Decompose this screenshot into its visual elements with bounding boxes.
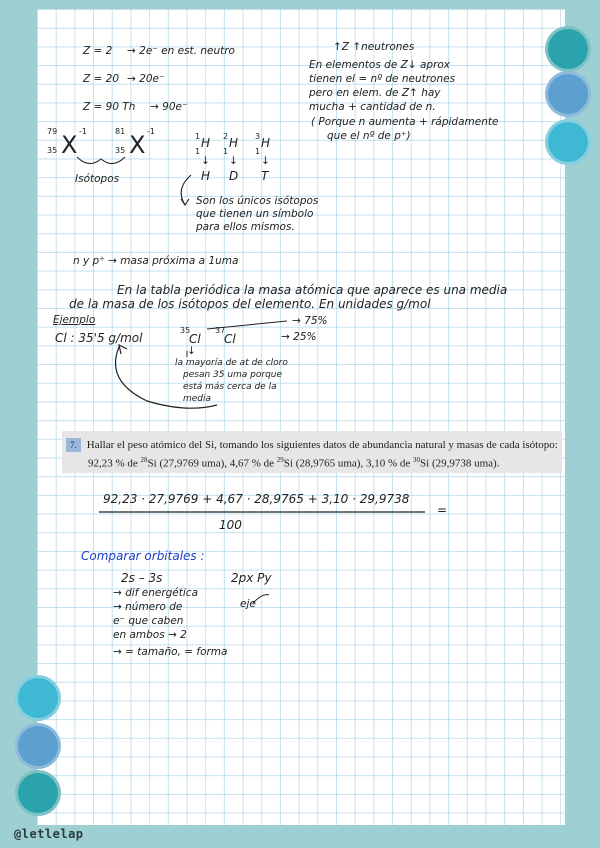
problem-line-1: Hallar el peso atómico del Si, tomando los siguientes datos de abundancia natural y masas de cada isótopo: bbox=[86, 439, 558, 451]
problem-rest3: Si (29,9738 uma). bbox=[420, 457, 500, 470]
isotope-bracket-left bbox=[77, 157, 101, 164]
isotope-1-z: 35 bbox=[47, 146, 58, 155]
orbitals-right-1: 2px Py bbox=[231, 571, 272, 585]
ink-strokes bbox=[37, 9, 565, 825]
cl-curve-arrow bbox=[116, 347, 218, 408]
right-body-2: tienen el = nº de neutrones bbox=[309, 73, 456, 85]
isotope-label: Isótopos bbox=[75, 173, 120, 185]
isotope-2-symbol: X bbox=[129, 131, 146, 159]
tab-teal-top bbox=[548, 29, 588, 69]
formula-denominator: 100 bbox=[219, 518, 242, 532]
table-text-2: de la masa de los isótopos del elemento. En unidades g/mol bbox=[69, 297, 431, 311]
d-letter: D bbox=[229, 169, 239, 183]
orbitals-right-2: eje bbox=[240, 598, 256, 610]
right-body-4: mucha + cantidad de n. bbox=[309, 101, 436, 113]
tab-cyan-bottom bbox=[18, 678, 58, 718]
problem-sup3: 30 bbox=[413, 455, 421, 464]
tab-blue-bottom bbox=[18, 726, 58, 766]
isotope-bracket-right bbox=[101, 157, 125, 164]
z-line-2: Z = 20 bbox=[83, 73, 120, 85]
cl-note-4: media bbox=[183, 394, 212, 404]
problem-sup1: 28 bbox=[140, 455, 148, 464]
h1-symbol: H bbox=[201, 136, 211, 150]
right-body-6: que el nº de p⁺) bbox=[327, 130, 411, 142]
orbitals-left-5: en ambos → 2 bbox=[113, 629, 187, 641]
hydrogen-curve-arrowhead bbox=[181, 199, 189, 205]
notebook-page bbox=[37, 9, 565, 825]
problem-rest1: Si (27,9769 uma), 4,67 % de bbox=[147, 457, 277, 470]
watermark: @letlelap bbox=[14, 827, 84, 841]
cl-note-2: pesan 35 uma porque bbox=[183, 370, 283, 380]
z-line-1-result: → 2e⁻ en est. neutro bbox=[127, 45, 235, 57]
table-text-1: En la tabla periódica la masa atómica que aparece es una media bbox=[117, 283, 508, 297]
h2-arrow: ↓ bbox=[229, 155, 238, 167]
orbitals-title: Comparar orbitales : bbox=[81, 549, 205, 563]
t-letter: T bbox=[261, 169, 269, 183]
orbitals-left-3: → número de bbox=[113, 601, 183, 613]
cl-down-arrow: ↓ bbox=[187, 345, 196, 357]
cl-percent-25: → 25% bbox=[281, 331, 317, 343]
h1-mass: 1 bbox=[195, 132, 201, 141]
right-body-3: pero en elem. de Z↑ hay bbox=[309, 87, 441, 99]
hydrogen-note-2: que tienen un símbolo bbox=[196, 208, 314, 220]
h2-symbol: H bbox=[229, 136, 239, 150]
h1-z: 1 bbox=[195, 147, 201, 156]
problem-pct1: 92,23 % de bbox=[88, 457, 141, 470]
z-line-2-result: → 20e⁻ bbox=[127, 73, 165, 85]
cl-percent-75: → 75% bbox=[292, 315, 328, 327]
formula-equals: = bbox=[437, 503, 448, 517]
h2-mass: 2 bbox=[223, 132, 229, 141]
orbitals-left-4: e⁻ que caben bbox=[113, 615, 184, 627]
cl-note-3: está más cerca de la bbox=[183, 382, 277, 392]
isotope-1-mass: 79 bbox=[47, 127, 58, 136]
hydrogen-note-1: Son los únicos isótopos bbox=[196, 195, 319, 207]
cl-35-mass: 35 bbox=[180, 326, 191, 335]
hydrogen-note-3: para ellos mismos. bbox=[196, 221, 295, 233]
right-title: ↑Z ↑neutrones bbox=[333, 41, 415, 53]
h3-z: 1 bbox=[255, 147, 261, 156]
tab-blue-top bbox=[548, 74, 588, 114]
isotope-2-mass: 81 bbox=[115, 127, 126, 136]
problem-sup2: 29 bbox=[276, 455, 284, 464]
h3-arrow: ↓ bbox=[261, 155, 270, 167]
orbitals-left-1: 2s – 3s bbox=[121, 571, 163, 585]
right-body-5: ( Porque n aumenta + rápidamente bbox=[311, 116, 499, 128]
cl-37-mass: 37 bbox=[215, 326, 226, 335]
problem-number: 7. bbox=[66, 438, 81, 452]
cl-text: Cl : 35'5 g/mol bbox=[55, 331, 143, 345]
isotope-2-z: 35 bbox=[115, 146, 126, 155]
cl-percent-arrow bbox=[207, 321, 287, 329]
orbitals-left-2: → dif energética bbox=[113, 587, 199, 599]
isotope-2-charge: -1 bbox=[147, 127, 155, 136]
cl-note-1: la mayoría de at de cloro bbox=[175, 358, 288, 368]
cl-curve-arrowhead bbox=[119, 345, 127, 354]
h3-mass: 3 bbox=[255, 132, 261, 141]
h1-arrow: ↓ bbox=[201, 155, 210, 167]
right-body-1: En elementos de Z↓ aprox bbox=[309, 59, 451, 71]
z-line-3-result: → 90e⁻ bbox=[150, 101, 188, 113]
h-letter: H bbox=[201, 169, 211, 183]
z-line-1: Z = 2 bbox=[83, 45, 113, 57]
isotope-1-symbol: X bbox=[61, 131, 78, 159]
isotope-1-charge: -1 bbox=[79, 127, 87, 136]
cl-35-symbol: Cl bbox=[189, 332, 201, 346]
h3-symbol: H bbox=[261, 136, 271, 150]
cl-37-symbol: Cl bbox=[224, 332, 236, 346]
example-label: Ejemplo bbox=[53, 314, 96, 326]
orbitals-left-6: → = tamaño, = forma bbox=[113, 646, 228, 658]
eje-arrow bbox=[253, 595, 269, 603]
tab-cyan-top bbox=[548, 122, 588, 162]
z-line-3: Z = 90 Th bbox=[83, 101, 136, 113]
formula-numerator: 92,23 · 27,9769 + 4,67 · 28,9765 + 3,10 · 29,9738 bbox=[103, 492, 410, 506]
problem-rest2: Si (28,9765 uma), 3,10 % de bbox=[283, 457, 414, 470]
mass-line: n y p⁺ → masa próxima a 1uma bbox=[73, 255, 239, 267]
tab-teal-bottom bbox=[18, 773, 58, 813]
h2-z: 1 bbox=[223, 147, 229, 156]
